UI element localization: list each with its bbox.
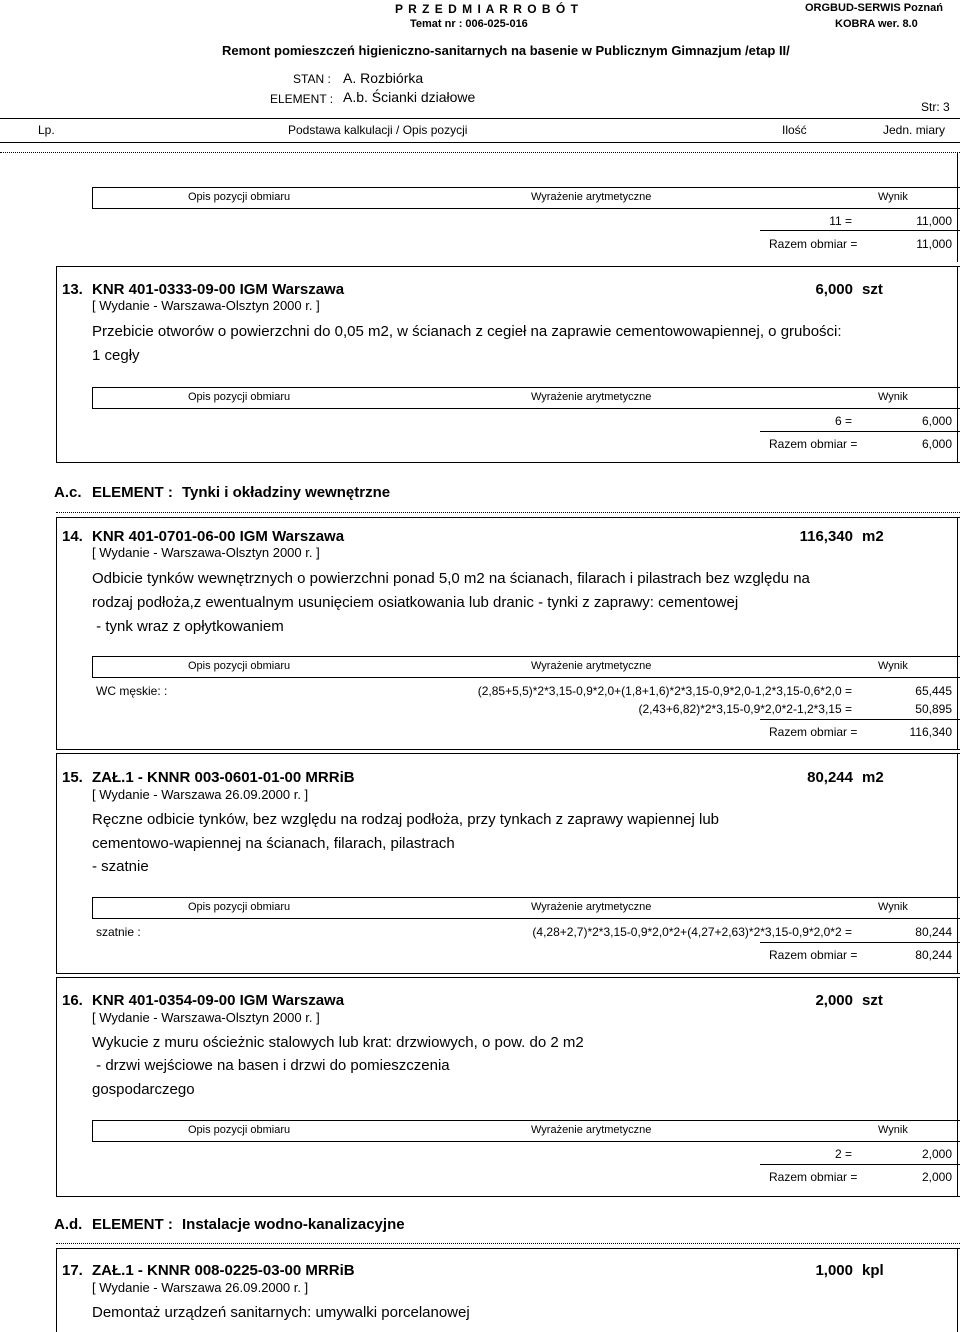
measure-label: WC męskie: : xyxy=(96,684,168,698)
measure-header-wynik: Wynik xyxy=(878,901,908,913)
stan-label: STAN : xyxy=(293,72,331,86)
element-value: A.b. Ścianki działowe xyxy=(343,89,476,105)
measure-value: 11,000 xyxy=(916,214,952,228)
measure-value: 50,895 xyxy=(915,702,952,716)
stan-value: A. Rozbiórka xyxy=(343,70,424,86)
measure-header-wynik: Wynik xyxy=(878,1124,908,1136)
measure-header-wyrazenie: Wyrażenie arytmetyczne xyxy=(531,901,652,913)
header-dotted-rule xyxy=(0,152,960,153)
page-number: Str: 3 xyxy=(921,100,950,114)
item-code: ZAŁ.1 - KNNR 008-0225-03-00 MRRiB xyxy=(92,1262,355,1279)
frame-right xyxy=(957,1248,958,1332)
measure-header-wynik: Wynik xyxy=(878,660,908,672)
element-label: ELEMENT : xyxy=(270,92,334,106)
section-label: ELEMENT : xyxy=(92,484,173,501)
item-rule xyxy=(56,462,960,463)
measure-expression: (2,43+6,82)*2*3,15-0,9*2,0*2-1,2*3,15 = xyxy=(638,702,852,716)
razem-rule xyxy=(760,1164,960,1165)
item-description-line: Wykucie z muru ościeżnic stalowych lub krat: drzwiowych, o pow. do 2 m2 xyxy=(92,1034,584,1051)
measure-header-wyrazenie: Wyrażenie arytmetyczne xyxy=(531,391,652,403)
item-code: KNR 401-0701-06-00 IGM Warszawa xyxy=(92,528,345,545)
measure-header-opis: Opis pozycji obmiaru xyxy=(188,1124,291,1136)
item-unit: szt xyxy=(862,281,883,298)
measure-header xyxy=(92,387,960,409)
item-description-line: cementowo-wapiennej na ścianach, filarach, pilastrach xyxy=(92,835,455,852)
item-description-line: - tynk wraz z opłytkowaniem xyxy=(92,618,284,635)
item-description-line: - drzwi wejściowe na basen i drzwi do pomieszczenia xyxy=(92,1057,450,1074)
measure-header-opis: Opis pozycji obmiaru xyxy=(188,660,291,672)
item-rule xyxy=(56,973,960,974)
item-rule xyxy=(56,977,960,978)
item-rule xyxy=(56,1248,960,1249)
razem-label: Razem obmiar = xyxy=(769,948,858,962)
document-type: P R Z E D M I A R R O B Ó T xyxy=(395,2,579,16)
item-unit: m2 xyxy=(862,528,884,545)
razem-rule xyxy=(760,230,960,231)
item-quantity: 2,000 xyxy=(815,992,853,1009)
frame-left xyxy=(56,266,57,462)
item-edition: [ Wydanie - Warszawa-Olsztyn 2000 r. ] xyxy=(92,545,320,560)
measure-header xyxy=(92,656,960,678)
col-jedn: Jedn. miary xyxy=(883,123,946,137)
item-rule xyxy=(56,266,960,267)
measure-value: 6,000 xyxy=(921,414,952,428)
item-code: KNR 401-0333-09-00 IGM Warszawa xyxy=(92,281,345,298)
measure-header-wyrazenie: Wyrażenie arytmetyczne xyxy=(531,1124,652,1136)
software-version: KOBRA wer. 8.0 xyxy=(835,18,918,30)
item-lp: 17. xyxy=(62,1262,83,1279)
col-ilosc: Ilość xyxy=(782,123,807,137)
razem-rule xyxy=(760,719,960,720)
section-dotted-rule xyxy=(56,512,960,513)
measure-label: szatnie : xyxy=(96,925,141,939)
item-quantity: 1,000 xyxy=(815,1262,853,1279)
razem-label: Razem obmiar = xyxy=(769,237,858,251)
item-lp: 15. xyxy=(62,769,83,786)
item-description-line: Demontaż urządzeń sanitarnych: umywalki porcelanowej xyxy=(92,1304,470,1321)
measure-expression: 11 = xyxy=(829,214,852,228)
item-lp: 16. xyxy=(62,992,83,1009)
section-title: Instalacje wodno-kanalizacyjne xyxy=(182,1216,405,1233)
item-description-line: - szatnie xyxy=(92,858,149,875)
item-edition: [ Wydanie - Warszawa-Olsztyn 2000 r. ] xyxy=(92,298,320,313)
frame-right xyxy=(957,753,958,973)
item-unit: szt xyxy=(862,992,883,1009)
frame-right xyxy=(957,517,958,749)
col-lp: Lp. xyxy=(38,123,55,137)
item-code: KNR 401-0354-09-00 IGM Warszawa xyxy=(92,992,345,1009)
item-lp: 13. xyxy=(62,281,83,298)
item-edition: [ Wydanie - Warszawa 26.09.2000 r. ] xyxy=(92,787,309,802)
item-description-line: Ręczne odbicie tynków, bez względu na rodzaj podłoża, przy tynkach z zaprawy wapiennej lub xyxy=(92,811,720,828)
measure-value: 65,445 xyxy=(915,684,952,698)
razem-label: Razem obmiar = xyxy=(769,1170,858,1184)
item-description-line: rodzaj podłoża,z ewentualnym usunięciem osiatkowania lub dranic - tynki z zaprawy: cementowej xyxy=(92,594,739,611)
item-quantity: 6,000 xyxy=(815,281,853,298)
measure-header-opis: Opis pozycji obmiaru xyxy=(188,391,291,403)
razem-label: Razem obmiar = xyxy=(769,725,858,739)
section-code: A.c. xyxy=(54,484,82,501)
measure-header xyxy=(92,897,960,919)
header-bottom-rule xyxy=(0,142,960,143)
header-top-rule xyxy=(0,118,960,119)
frame-left xyxy=(56,753,57,973)
col-podstawa: Podstawa kalkulacji / Opis pozycji xyxy=(288,123,468,137)
item-description-line: Przebicie otworów o powierzchni do 0,05 m2, w ścianach z cegieł na zaprawie cementowowapiennej, o grubości: xyxy=(92,323,842,340)
measure-value: 2,000 xyxy=(921,1147,952,1161)
measure-header xyxy=(92,187,960,209)
measure-expression: (2,85+5,5)*2*3,15-0,9*2,0+(1,8+1,6)*2*3,15-0,9*2,0-1,2*3,15-0,6*2,0 = xyxy=(477,684,852,698)
frame-right xyxy=(957,266,958,462)
item-description-line: gospodarczego xyxy=(92,1081,195,1098)
measure-header-opis: Opis pozycji obmiaru xyxy=(188,191,291,203)
measure-expression: 6 = xyxy=(834,414,852,428)
item-description-line: 1 cegły xyxy=(92,347,140,364)
item-edition: [ Wydanie - Warszawa 26.09.2000 r. ] xyxy=(92,1280,309,1295)
frame-left xyxy=(56,977,57,1196)
item-rule xyxy=(56,1196,960,1197)
company-name: ORGBUD-SERWIS Poznań xyxy=(805,2,943,14)
razem-rule xyxy=(760,431,960,432)
razem-label: Razem obmiar = xyxy=(769,437,858,451)
topic-number: Temat nr : 006-025-016 xyxy=(410,18,528,30)
measure-header xyxy=(92,1120,960,1142)
measure-expression: 2 = xyxy=(834,1147,852,1161)
project-title: Remont pomieszczeń higieniczno-sanitarnych na basenie w Publicznym Gimnazjum /etap II/ xyxy=(222,43,790,58)
razem-value: 2,000 xyxy=(921,1170,952,1184)
section-code: A.d. xyxy=(54,1216,83,1233)
item-lp: 14. xyxy=(62,528,83,545)
measure-header-wyrazenie: Wyrażenie arytmetyczne xyxy=(531,191,652,203)
item-code: ZAŁ.1 - KNNR 003-0601-01-00 MRRiB xyxy=(92,769,355,786)
item-unit: m2 xyxy=(862,769,884,786)
item-quantity: 80,244 xyxy=(807,769,853,786)
measure-header-opis: Opis pozycji obmiaru xyxy=(188,901,291,913)
item-unit: kpl xyxy=(862,1262,884,1279)
section-title: Tynki i okładziny wewnętrzne xyxy=(182,484,391,501)
razem-rule xyxy=(760,942,960,943)
razem-value: 11,000 xyxy=(916,237,952,251)
measure-value: 80,244 xyxy=(915,925,952,939)
razem-value: 6,000 xyxy=(921,437,952,451)
item-rule xyxy=(56,753,960,754)
measure-header-wynik: Wynik xyxy=(878,191,908,203)
frame-left xyxy=(56,517,57,749)
frame-left xyxy=(56,1248,57,1332)
razem-value: 116,340 xyxy=(909,725,952,739)
frame-right xyxy=(957,152,958,262)
measure-header-wynik: Wynik xyxy=(878,391,908,403)
section-label: ELEMENT : xyxy=(92,1216,173,1233)
measure-expression: (4,28+2,7)*2*3,15-0,9*2,0*2+(4,27+2,63)*2*3,15-0,9*2,0*2 = xyxy=(532,925,852,939)
item-description-line: Odbicie tynków wewnętrznych o powierzchni ponad 5,0 m2 na ścianach, filarach i pilastrach bez względu na xyxy=(92,570,810,587)
item-rule xyxy=(56,749,960,750)
item-quantity: 116,340 xyxy=(799,528,853,545)
item-edition: [ Wydanie - Warszawa-Olsztyn 2000 r. ] xyxy=(92,1010,320,1025)
razem-value: 80,244 xyxy=(915,948,952,962)
item-rule xyxy=(56,517,960,518)
measure-header-wyrazenie: Wyrażenie arytmetyczne xyxy=(531,660,652,672)
section-dotted-rule xyxy=(56,1243,960,1244)
